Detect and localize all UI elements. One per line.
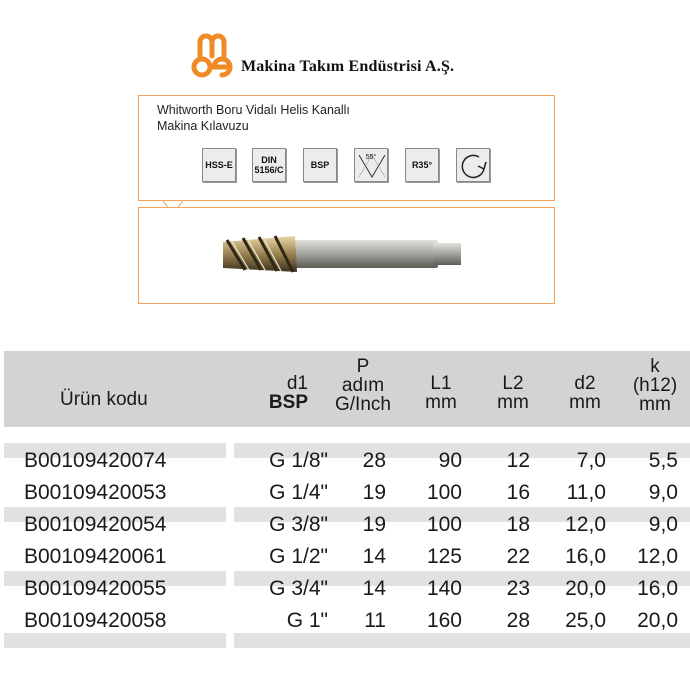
tap-tool-icon	[215, 228, 465, 278]
cell-product-code: B00109420053	[24, 481, 167, 504]
cell-l2: 12	[506, 449, 530, 472]
cell-pitch: 19	[362, 513, 386, 536]
row-stripe	[4, 633, 226, 648]
cell-d1: G 3/8"	[269, 513, 328, 536]
product-info-box	[138, 95, 555, 201]
cell-l1: 100	[426, 481, 462, 504]
cell-d1: G 3/4"	[269, 577, 328, 600]
thread-angle-icon: 55°	[354, 148, 388, 182]
company-name: Makina Takım Endüstrisi A.Ş.	[241, 58, 455, 75]
cell-product-code: B00109420074	[24, 449, 167, 472]
cell-k: 9,0	[648, 481, 678, 504]
cell-l1: 160	[426, 609, 462, 632]
header-l2: L2 mm	[497, 373, 529, 413]
cell-product-code: B00109420061	[24, 545, 167, 568]
header-pitch: P adım G/Inch	[335, 356, 391, 415]
product-title-line1: Whitworth Boru Vidalı Helis Kanallı	[157, 103, 350, 117]
hss-e-icon: HSS-E	[202, 148, 236, 182]
cell-l1: 140	[426, 577, 462, 600]
cell-l1: 100	[426, 513, 462, 536]
header-product-code: Ürün kodu	[60, 389, 148, 410]
cell-pitch: 14	[362, 545, 386, 568]
cell-k: 20,0	[637, 609, 678, 632]
cell-k: 5,5	[648, 449, 678, 472]
cell-l1: 125	[426, 545, 462, 568]
cell-pitch: 14	[362, 577, 386, 600]
bsp-icon: BSP	[303, 148, 337, 182]
cell-l2: 22	[506, 545, 530, 568]
header-l1: L1 mm	[425, 373, 457, 413]
cell-l1: 90	[438, 449, 462, 472]
cell-d2: 11,0	[566, 481, 606, 504]
cell-k: 12,0	[637, 545, 678, 568]
cell-d1: G 1/8"	[269, 449, 328, 472]
cell-k: 16,0	[637, 577, 678, 600]
row-stripe	[234, 633, 690, 648]
rotation-icon	[456, 148, 490, 182]
header-k: k (h12) mm	[632, 356, 678, 415]
product-title	[157, 102, 350, 134]
cell-l2: 28	[506, 609, 530, 632]
cell-product-code: B00109420058	[24, 609, 167, 632]
cell-d1: G 1/2"	[269, 545, 328, 568]
din-icon: DIN 5156/C	[252, 148, 286, 182]
cell-l2: 23	[506, 577, 530, 600]
cell-product-code: B00109420054	[24, 513, 167, 536]
cell-d2: 7,0	[576, 449, 606, 472]
product-title-line2: Makina Kılavuzu	[157, 119, 249, 133]
cell-product-code: B00109420055	[24, 577, 167, 600]
cell-d1: G 1"	[286, 609, 328, 632]
mte-logo-icon	[186, 32, 236, 78]
cell-pitch: 11	[364, 609, 386, 632]
cell-d1: G 1/4"	[269, 481, 328, 504]
header-d2: d2 mm	[569, 373, 601, 413]
cell-d2: 12,0	[565, 513, 606, 536]
cell-l2: 16	[506, 481, 530, 504]
helix-icon: R35°	[405, 148, 439, 182]
cell-d2: 25,0	[565, 609, 606, 632]
cell-k: 9,0	[648, 513, 678, 536]
header-d1: d1 BSP	[268, 373, 308, 413]
cell-d2: 16,0	[565, 545, 606, 568]
cell-pitch: 28	[362, 449, 386, 472]
cell-l2: 18	[506, 513, 530, 536]
cell-pitch: 19	[362, 481, 386, 504]
cell-d2: 20,0	[565, 577, 606, 600]
